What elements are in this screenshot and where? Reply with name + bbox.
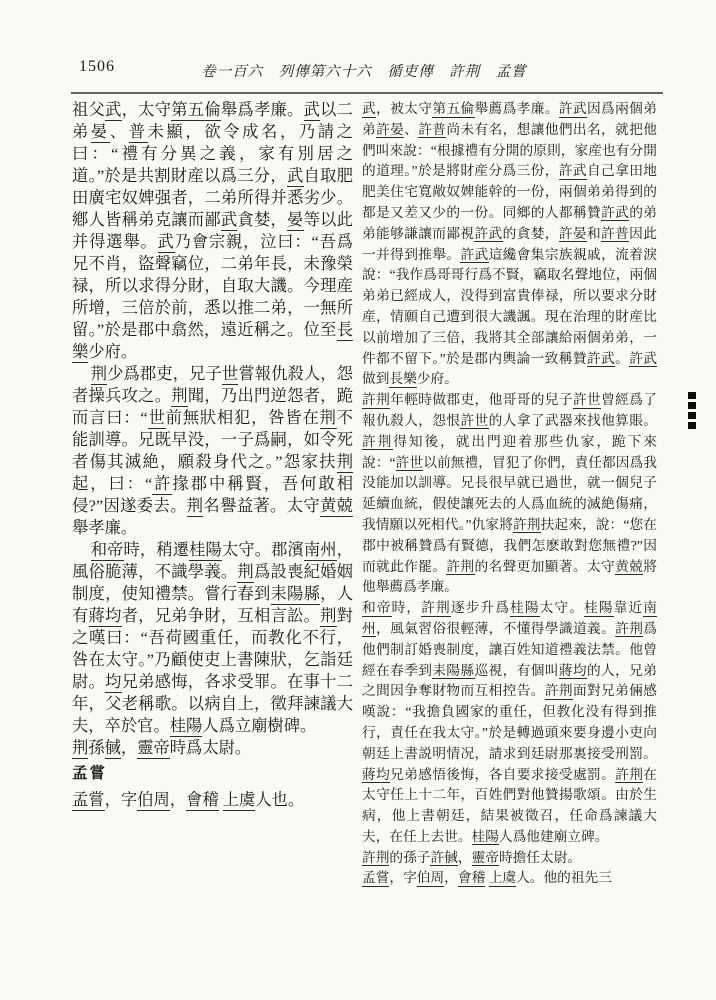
text-run: 的人拿了武器來找他算賬。 — [488, 412, 657, 428]
proper-noun-mark: 南州 — [303, 540, 337, 559]
text-run: 逐步升爲 — [450, 600, 511, 616]
text-run: 掾郡中稱賢，吾何敢相侵?”因遂委去。 — [72, 474, 353, 515]
proper-noun-mark: 許荆 — [421, 600, 451, 616]
paragraph — [72, 539, 353, 737]
text-run: 和 — [586, 225, 602, 241]
text-run: 尚未有名，想讓他們出名，就把他們叫來說：“根據禮有分開的原則，家産也有分開的道理。”於是將財産分爲三份， — [362, 121, 657, 179]
text-run: 祖父 — [72, 100, 106, 119]
text-run: 在太守任上十二年，百姓們對他贊揚歌頌。由於生病，他上書朝廷，結果被徵召，任命爲諫議大夫，在任上去世。 — [362, 766, 657, 844]
proper-noun-mark: 許武 — [558, 163, 587, 179]
proper-noun-mark: 世 — [147, 408, 166, 427]
proper-noun-mark: 許戫 — [430, 849, 458, 865]
proper-noun-mark: 荆 — [320, 606, 337, 625]
text-run: 時，稍遷 — [123, 540, 190, 559]
paragraph — [362, 848, 657, 869]
proper-noun-mark: 武 — [303, 100, 321, 119]
proper-noun-mark: 和帝 — [90, 540, 124, 559]
text-run: 因爲兩個弟弟 — [362, 101, 657, 137]
proper-noun-mark: 許 — [152, 474, 173, 493]
text-run: 得知後，就出門迎着那些仇家，跪下來說：“ — [362, 433, 657, 470]
proper-noun-mark: 許荆 — [446, 558, 475, 574]
proper-noun-mark: 南州 — [362, 600, 657, 636]
proper-noun-mark: 桂陽 — [471, 828, 499, 844]
text-run: 聞，乃出門逆怨者，跪而言曰：“ — [72, 386, 353, 427]
proper-noun-mark: 荆 — [90, 364, 108, 383]
text-run: ，風俗脆薄，不識學義。 — [72, 540, 353, 581]
page-number: 1506 — [79, 58, 115, 75]
proper-noun-mark: 許武 — [586, 350, 616, 366]
text-run: ，字 — [104, 790, 138, 809]
proper-noun-mark: 均 — [105, 672, 122, 691]
registration-mark — [688, 402, 696, 409]
proper-noun-mark: 蔣均 — [558, 662, 587, 678]
text-run: 的人，兄弟之間因争奪財物而互相控告。 — [362, 662, 657, 699]
proper-noun-mark: 武 — [105, 100, 122, 119]
paragraph — [72, 99, 353, 363]
registration-mark — [688, 412, 696, 419]
paragraph — [362, 598, 657, 848]
proper-noun-mark: 會稽 — [457, 870, 486, 886]
text-run: 爲設喪紀婚姻制度，使知禮禁。嘗行春到 — [72, 562, 353, 603]
text-run: 舉薦爲孝廉。 — [474, 101, 559, 116]
text-run: 不能訓導。兄既早没，一子爲嗣，如令死者傷其滅絶，願殺身代之。”怨家扶 — [72, 408, 353, 471]
proper-noun-mark: 伯周 — [137, 790, 170, 809]
proper-noun-mark: 耒陽縣 — [270, 584, 321, 603]
text-run: 少府。 — [88, 342, 138, 361]
text-run: 名譽益著。太守 — [203, 496, 321, 515]
text-run: 、 — [109, 122, 129, 141]
text-run: 太守。 — [539, 600, 585, 616]
text-run: 。 — [615, 350, 630, 366]
registration-mark — [688, 422, 696, 429]
text-run: ，人有 — [72, 584, 353, 625]
proper-noun-mark: 孟嘗 — [362, 870, 390, 886]
proper-noun-mark: 荆 — [319, 408, 337, 427]
proper-noun-mark: 許武 — [629, 350, 657, 366]
text-run: 的弟弟能够謙讓而鄙視 — [362, 204, 657, 241]
proper-noun-mark: 許荆 — [362, 392, 391, 408]
proper-noun-mark: 桂陽 — [584, 600, 614, 616]
text-run: ，字 — [389, 870, 417, 886]
translation-text-column — [362, 99, 657, 889]
text-run: 年輕時做郡吏，他哥哥的兒子 — [390, 392, 573, 408]
proper-noun-mark: 許武 — [601, 204, 630, 220]
paragraph — [72, 363, 353, 539]
text-run: 等以此并得選舉。 — [72, 210, 353, 251]
text-run: 人。他的祖先三 — [516, 870, 612, 886]
proper-noun-mark: 武 — [157, 232, 175, 251]
paragraph — [72, 737, 353, 759]
text-run: 少爲郡吏，兄子 — [107, 364, 222, 383]
text-run: ， — [444, 870, 458, 886]
proper-noun-mark: 許武 — [460, 246, 489, 262]
proper-noun-mark: 荆 — [171, 386, 188, 405]
text-run: 人爲他建廟立碑。 — [498, 828, 609, 844]
text-run: 兄弟感悔，各求受罪。在事十二年，父老稱歌。以病自上，徵拜諫議大夫，卒於官。 — [72, 672, 353, 735]
text-run: 爲他們制訂婚喪制度，讓百姓知道禮義法禁。他曾經在春季到 — [362, 620, 657, 678]
proper-noun-mark: 孟嘗 — [72, 790, 105, 809]
text-run: 的孫子 — [389, 849, 431, 865]
text-run: 以二弟 — [72, 100, 353, 141]
paragraph — [72, 789, 353, 811]
proper-noun-mark: 普 — [128, 122, 148, 141]
text-run: 將他舉薦爲孝廉。 — [362, 558, 657, 595]
paragraph — [362, 99, 657, 390]
text-run: 舉孝廉。 — [72, 518, 138, 537]
proper-noun-mark: 戫 — [104, 738, 121, 757]
text-run: 以前無禮，冒犯了你們，責任都因爲我没能加以訓導。兄長很早就已過世，就一個兒子延續血統，假使讓死去的人爲血統的滅絶傷痛，我情願以死相代。”仇家將 — [362, 454, 657, 532]
text-run: 者，兄弟争財，互相言訟。 — [121, 606, 321, 625]
text-run: ，太守 — [121, 100, 172, 119]
proper-noun-mark: 荆 — [336, 452, 353, 471]
proper-noun-mark: 和帝 — [362, 600, 392, 616]
proper-noun-mark: 上虞 — [222, 790, 256, 809]
registration-mark — [688, 392, 696, 399]
text-run: 嘗報仇殺人，怨者操兵攻之。 — [72, 364, 353, 405]
proper-noun-mark: 黄兢 — [615, 558, 644, 574]
text-run: ，被太守 — [376, 101, 433, 116]
proper-noun-mark: 許普 — [601, 225, 630, 241]
text-run: 曾經爲了報仇殺人，怨恨 — [362, 392, 657, 428]
text-run: 兄弟感悟後悔，各自要求接受處罰。 — [390, 766, 616, 782]
text-run: 靠近 — [613, 600, 644, 616]
proper-noun-mark: 耒陽縣 — [432, 662, 475, 678]
text-run: ， — [120, 738, 138, 757]
text-run: 、 — [404, 121, 419, 137]
text-run: 的貪婪， — [502, 225, 559, 241]
text-run: 時擔任太尉。 — [498, 849, 582, 865]
proper-noun-mark: 荆 — [237, 562, 254, 581]
proper-noun-mark: 許荆 — [362, 433, 394, 449]
proper-noun-mark: 晏 — [287, 210, 304, 229]
text-run: 扶起來，說：“您在郡中被稱贊爲有賢德，我們怎麽敢對您無禮?”因而就此作罷。 — [362, 516, 657, 574]
proper-noun-mark: 黄兢 — [320, 496, 353, 515]
text-run: 少府。 — [416, 371, 458, 387]
proper-noun-mark: 許荆 — [362, 849, 390, 865]
proper-noun-mark: 許普 — [418, 121, 447, 137]
text-run: ，風氣習俗很輕薄，不懂得學識道義。 — [376, 620, 616, 636]
proper-noun-mark: 長樂 — [389, 371, 417, 387]
running-header: 卷一百六 列傳第六十六 循吏傳 許荆 孟嘗 — [201, 64, 527, 80]
proper-noun-mark: 荆 — [186, 496, 204, 515]
text-run: 人爲立廟樹碑。 — [202, 716, 317, 735]
text-run: 面對兄弟倆感嘆說：“我擔負國家的重任，但教化没有得到推行，責任在我太守。”於是轉過頭來要身邊小吏向朝廷上書説明情况，請求到廷尉那裏接受刑罰。 — [362, 683, 657, 761]
section-heading — [72, 763, 353, 785]
proper-noun-mark: 上虞 — [488, 870, 517, 886]
proper-noun-mark: 許武 — [558, 101, 587, 116]
proper-noun-mark: 許世 — [460, 412, 489, 428]
proper-noun-mark: 荆 — [72, 738, 89, 757]
text-run: ， — [169, 790, 187, 809]
print-registration-marks — [688, 392, 696, 432]
proper-noun-mark: 世 — [221, 364, 239, 383]
classical-text-column — [72, 99, 353, 889]
text-run: 未顯，欲令成名，乃請之曰：“禮有分異之義，家有別居之道。”於是共割財産以爲三分， — [72, 122, 353, 185]
proper-noun-mark: 第五倫 — [171, 100, 221, 119]
text-run: 貪婪， — [237, 210, 288, 229]
proper-noun-mark: 蔣均 — [88, 606, 122, 625]
proper-noun-mark: 武 — [362, 101, 377, 116]
text-run: 的名聲更加顯著。太守 — [474, 558, 616, 574]
proper-noun-mark: 許荆 — [615, 766, 644, 782]
text-run: 乃會宗親，泣曰：“吾爲兄不肖，盜聲竊位，二弟年長，未豫榮禄，所以求得分財，自取大譏。今理産所增，三倍於前，悉以推二弟，一無所留。”於是郡中翕然，遠近稱之。位至 — [72, 232, 353, 339]
proper-noun-mark: 許晏 — [558, 225, 587, 241]
text-run: 起，曰：“ — [72, 474, 153, 493]
text-run: 孫 — [88, 738, 105, 757]
proper-noun-mark: 長樂 — [72, 320, 353, 361]
proper-noun-mark: 許荆 — [544, 683, 573, 699]
proper-noun-mark: 蔣均 — [362, 766, 391, 782]
header-rule — [71, 92, 663, 94]
proper-noun-mark: 桂陽 — [510, 600, 540, 616]
proper-noun-mark: 桂陽 — [189, 540, 222, 559]
proper-noun-mark: 伯周 — [416, 870, 445, 886]
proper-noun-mark: 許世 — [395, 454, 424, 470]
proper-noun-mark: 第五倫 — [432, 101, 475, 116]
proper-noun-mark: 武 — [220, 210, 238, 229]
text-run: 舉爲孝廉。 — [220, 100, 304, 119]
text-run: 孟嘗 — [72, 765, 108, 782]
paragraph — [362, 868, 657, 889]
proper-noun-mark: 許荆 — [513, 516, 541, 532]
text-run: 這纔會集宗族親戚，流着淚說：“我作爲哥哥行爲不賢，竊取名聲地位，兩個弟弟已經成人，没得到富貴俸禄，所以要求分財産，情願自己遭到很大譏諷。現在治理的財産比以前增加了三倍，我將其全部讓給兩個弟弟，一件都不留下。”於是郡内輿論一致稱贊 — [362, 246, 657, 366]
text-run: ， — [457, 849, 472, 865]
text-run: 前無狀相犯，咎皆在 — [165, 408, 320, 427]
text-run: 自取肥田廣宅奴婢强者，二弟所得并悉劣少。鄕人皆稱弟克讓而鄙 — [72, 166, 353, 229]
text-run: 人也。 — [255, 790, 305, 809]
text-run: 太守。郡濱 — [221, 540, 304, 559]
text-run: 時， — [391, 600, 422, 616]
proper-noun-mark: 靈帝 — [137, 738, 170, 757]
proper-noun-mark: 靈帝 — [471, 849, 499, 865]
proper-noun-mark: 許世 — [572, 392, 602, 408]
paragraph — [362, 390, 657, 598]
proper-noun-mark: 許武 — [474, 225, 503, 241]
proper-noun-mark: 許荆 — [615, 620, 644, 636]
text-run: 對之嘆曰：“吾荷國重任，而教化不行，咎在太守。”乃顧使吏上書陳狀，乞詣廷尉。 — [72, 606, 353, 691]
proper-noun-mark: 會稽 — [186, 790, 219, 809]
proper-noun-mark: 桂陽 — [169, 716, 203, 735]
text-run: 巡視，有個叫 — [474, 662, 559, 678]
text-run: 時爲太尉。 — [169, 738, 252, 757]
text-run: 因此一并得到推舉。 — [362, 225, 657, 262]
proper-noun-mark: 晏 — [90, 122, 110, 141]
text-run: 做到 — [362, 371, 390, 387]
text-run: 自己拿田地肥美住宅寬敞奴婢能幹的一份，兩個弟弟得到的都是又差又少的一份。同鄉的人都稱贊 — [362, 163, 657, 220]
two-column-text — [72, 99, 657, 889]
proper-noun-mark: 武 — [286, 166, 304, 185]
proper-noun-mark: 許晏 — [376, 121, 405, 137]
